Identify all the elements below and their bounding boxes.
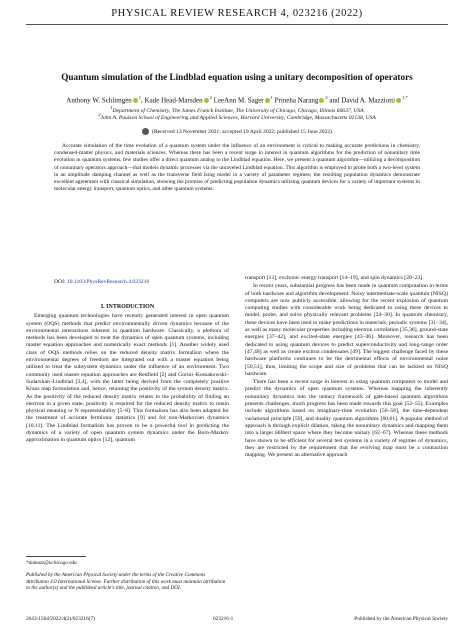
footer-publisher: Published by the American Physical Society xyxy=(354,616,448,622)
right-column xyxy=(245,275,448,460)
affiliation-1: $^1$Department of Chemistry, The James Franck Institute, The University of Chicago, Chicago, Illinois 60637, USA xyxy=(110,105,364,114)
paragraph: transport [13], excitonic energy transport [14–19], and spin dynamics [20–23]. xyxy=(245,275,424,281)
section-heading: I. INTRODUCTION xyxy=(100,304,155,310)
left-column xyxy=(26,304,229,446)
paragraph: In recent years, substantial progress has been made in quantum computation in terms of both hardware and algorithm development. Noisy intermediate-scale quantum (NISQ) computers are now publicly accessible, allowing for the recent explosion of quantum computing studies with considerable work being dedicated to using these devices to model, probe, and solve physically relevant problems [24–30]. In quantum chemistry, these devices have been used to make predictions in materials, periodic systems [31–34], as well as many molecular properties including electron correlation [35,36], ground-state energies [37–42], and excited-state energies [43–46]. Moreover, research has been dedicated to using quantum devices to predict superconductivity and long-range order [47,48] as well as create exciton condensates [49]. The biggest challenge faced by these hardware platforms continues to be the detrimental effects of environmental noise [50,51], thus, limiting the scope and size of problems that can be tackled on NISQ hardware. xyxy=(245,283,448,377)
paragraph: There has been a recent surge in interest in using quantum computers to model and predict the dynamics of open quantum systems. Whereas mapping the inherently nonunitary dynamics into the unitary framework of gate-based quantum algorithms presents challenges, much progress has been made towards this goal [52–55]. Examples include algorithms based on imaginary-time evolution [56–58], the time-dependent variational principle [59], and duality quantum algorithms [60,61]. A popular method of approach is through explicit dilation, taking the nonunitary dynamics and mapping them into a larger Hilbert space where they become unitary [62–67]. Whereas these methods have shown to be efficient for several test systems in a variety of regimes of dynamics, they are restricted by the requirement that the evolving map must be a contraction mapping. We present an alternative approach xyxy=(245,379,448,459)
corresponding-email[interactable]: *damazz@uchicago.edu xyxy=(26,560,77,566)
orcid-icon[interactable] xyxy=(396,98,401,103)
license-note: Published by the American Physical Society under the terms of the Creative Commons Attribution 4.0 International license. Further distribution of this work must maintain attribution to the author(s) and the published article's title, journal citation, and DOI. xyxy=(26,572,226,591)
doi-label: DOI: xyxy=(54,279,66,285)
doi-line xyxy=(54,279,149,285)
author-name[interactable]: David A. Mazziotti xyxy=(341,96,396,105)
orcid-icon[interactable] xyxy=(265,98,270,103)
header-rule xyxy=(26,24,448,25)
author-name[interactable]: Anthony W. Schlimgen xyxy=(66,96,132,105)
footer-issn: 2643-1564/2022/4(2)/023216(7) xyxy=(26,616,95,622)
author-name[interactable]: LeeAnn M. Sager xyxy=(213,96,264,105)
author-name[interactable]: Prineha Narang xyxy=(274,96,319,105)
author-list: Anthony W. Schlimgen $^1$, Kade Head-Marsden $^2$ LeeAnn M. Sager $^1$ Prineha Narang $^2$ and David A. Mazziotti $^{1,*}$ xyxy=(66,95,408,105)
running-header: PHYSICAL REVIEW RESEARCH 4, 023216 (2022) xyxy=(111,8,363,19)
abstract: Accurate simulation of the time evolution of a quantum system under the influence of an environment is critical to making accurate predictions in chemistry, condensed-matter physics, and materials sciences. Whereas there has been a recent surge in interest in quantum algorithms for the prediction of nonunitary time evolution in quantum systems, few studies offer a direct quantum analog to the Lindblad equation. Here, we present a quantum algorithm—utilizing a decomposition of nonunitary operators approach—that models dynamic processes via the unraveled Lindblad equation. This algorithm is employed to probe both a two-level system in an amplitude damping channel as well as the transverse field Ising model in a variety of parameter regimes; the resulting population dynamics demonstrate excellent agreement with classical simulation, showing the promise of predicting population dynamics utilizing quantum devices for a variety of important systems in molecular energy transport, quantum optics, and other quantum systems. xyxy=(54,143,420,193)
paragraph: Emerging quantum technologies have recently generated interest in open quantum system (OQS) methods that predict environmentally driven dynamics because of the environmental interactions inherent in quantum hardware. Classically, a plethora of methods has been developed to treat the dynamics of open quantum systems, including master equation approaches and numerically exact methods [1]. Another widely used class of OQS methods relies on the reduced density matrix formalism where the environmental degrees of freedom are integrated out with a master equation being utilized to treat the subsystem dynamics under the influence of an environment. Two commonly used master equation approaches are Redfield [2] and Gorini–Kossakowski–Sudarshan–Lindblad [3,4], with the latter being derived from the completely positive Kraus map formulation and, hence, retaining the positivity of the system density matrix. As the positivity of the reduced density matrix relates to the probability of finding an electron in a given state, positivity is required for the reduced density matrix to retain physical meaning or N representability [5–8]. This formalism has also been adapted for the treatment of accurate fermionic statistics [9] and for non-Markovian dynamics [10,11]. The Lindblad formalism has proven to be a powerful tool in predicting the dynamics of a variety of open quantum system dynamics under the Born-Markov approximation in quantum optics [12], quantum xyxy=(26,313,229,444)
orcid-icon[interactable] xyxy=(133,98,138,103)
doi-link[interactable]: 10.1103/PhysRevResearch.4.023216 xyxy=(66,279,150,285)
footer-page-number: 023216-1 xyxy=(213,616,234,622)
affiliation-2: $^2$John A. Paulson School of Engineering and Applied Sciences, Harvard University, Cambridge, Massachusetts 02138, USA xyxy=(98,112,376,121)
article-title: Quantum simulation of the Lindblad equation using a unitary decomposition of operators xyxy=(61,72,413,82)
footnote-rule xyxy=(26,556,86,557)
author-name[interactable]: Kade Head-Marsden xyxy=(144,96,203,105)
received-dates: (Received 13 November 2021; accepted 19 April 2022; published 15 June 2022) xyxy=(20,128,454,135)
crossmark-icon[interactable] xyxy=(142,128,149,135)
orcid-icon[interactable] xyxy=(204,98,209,103)
orcid-icon[interactable] xyxy=(319,98,324,103)
